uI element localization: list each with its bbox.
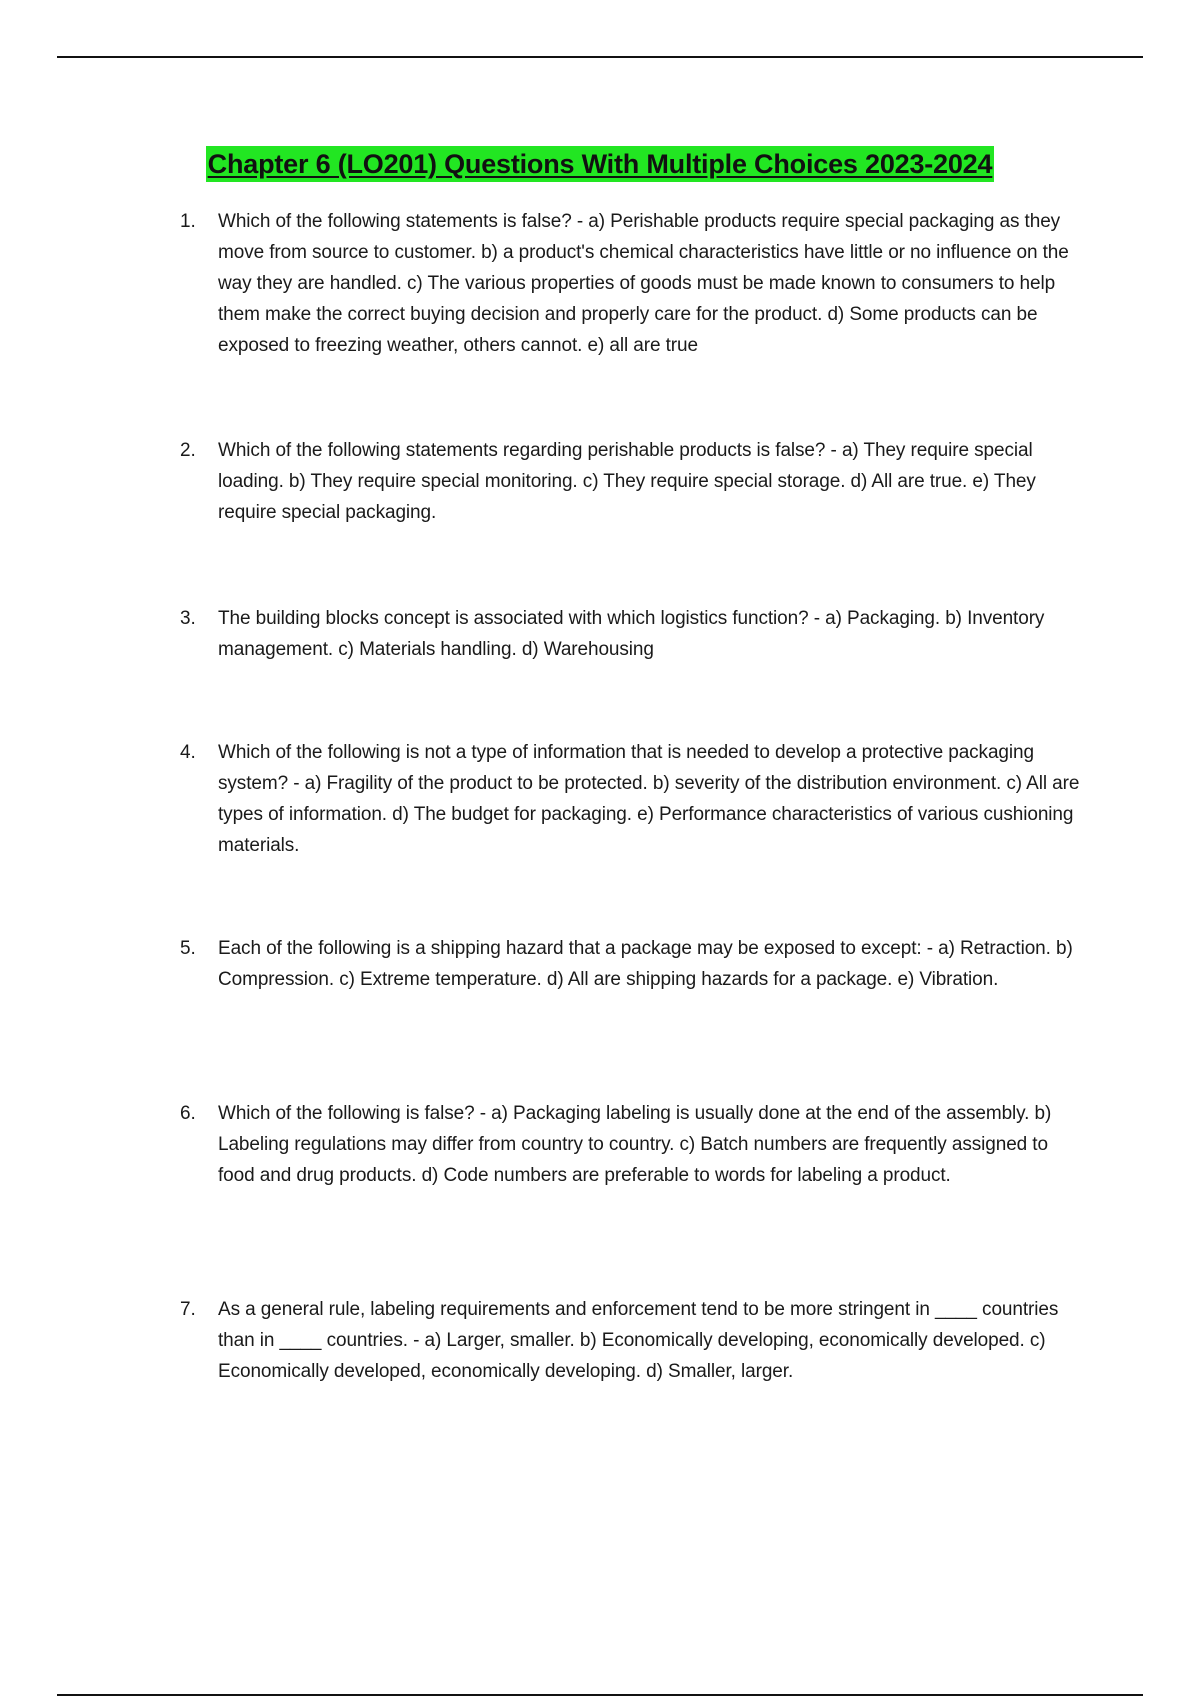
question-text: Which of the following statements regarding perishable products is false? - a) They require special loading. b) They require special monitoring. c) They require special storage. d) All are true. e) They require special packaging. [218, 440, 1036, 523]
question-item [180, 435, 1085, 528]
question-number: 1. [180, 211, 196, 232]
question-item [180, 603, 1085, 665]
question-number: 4. [180, 742, 196, 763]
question-item [180, 737, 1085, 861]
question-text: Which of the following statements is false? - a) Perishable products require special packaging as they move from source to customer. b) a product's chemical characteristics have little or no influence on the way they are handled. c) The various properties of goods must be made known to consumers to help them make the correct buying decision and properly care for the product. d) Some products can be exposed to freezing weather, others cannot. e) all are true [218, 211, 1069, 356]
footer-rule [57, 1694, 1143, 1696]
question-item [180, 1294, 1085, 1387]
question-number: 3. [180, 608, 196, 629]
question-item [180, 1098, 1085, 1191]
question-text: Each of the following is a shipping hazard that a package may be exposed to except: - a) Retraction. b) Compression. c) Extreme temperature. d) All are shipping hazards for a package. e) Vibration. [218, 938, 1073, 990]
question-number: 5. [180, 938, 196, 959]
question-text: Which of the following is not a type of information that is needed to develop a protective packaging system? - a) Fragility of the product to be protected. b) severity of the distribution environment. c) All are types of information. d) The budget for packaging. e) Performance characteristics of various cushioning materials. [218, 742, 1080, 856]
question-text: Which of the following is false? - a) Packaging labeling is usually done at the end of the assembly. b) Labeling regulations may differ from country to country. c) Batch numbers are frequently assigned to food and drug products. d) Code numbers are preferable to words for labeling a product. [218, 1103, 1052, 1186]
question-text: The building blocks concept is associated with which logistics function? - a) Packaging. b) Inventory management. c) Materials handling. d) Warehousing [218, 608, 1045, 660]
document-title: Chapter 6 (LO201) Questions With Multiple Choices 2023-2024 [206, 146, 995, 182]
question-item [180, 206, 1085, 361]
header-rule [57, 56, 1143, 58]
question-text: As a general rule, labeling requirements and enforcement tend to be more stringent in ____ countries than in ____ countries. - a) Larger, smaller. b) Economically developing, economically developed. c) Economically developed, economically developing. d) Smaller, larger. [218, 1299, 1059, 1382]
question-number: 2. [180, 440, 196, 461]
question-number: 6. [180, 1103, 196, 1124]
question-item [180, 933, 1085, 995]
question-number: 7. [180, 1299, 196, 1320]
title-container [0, 146, 1200, 182]
